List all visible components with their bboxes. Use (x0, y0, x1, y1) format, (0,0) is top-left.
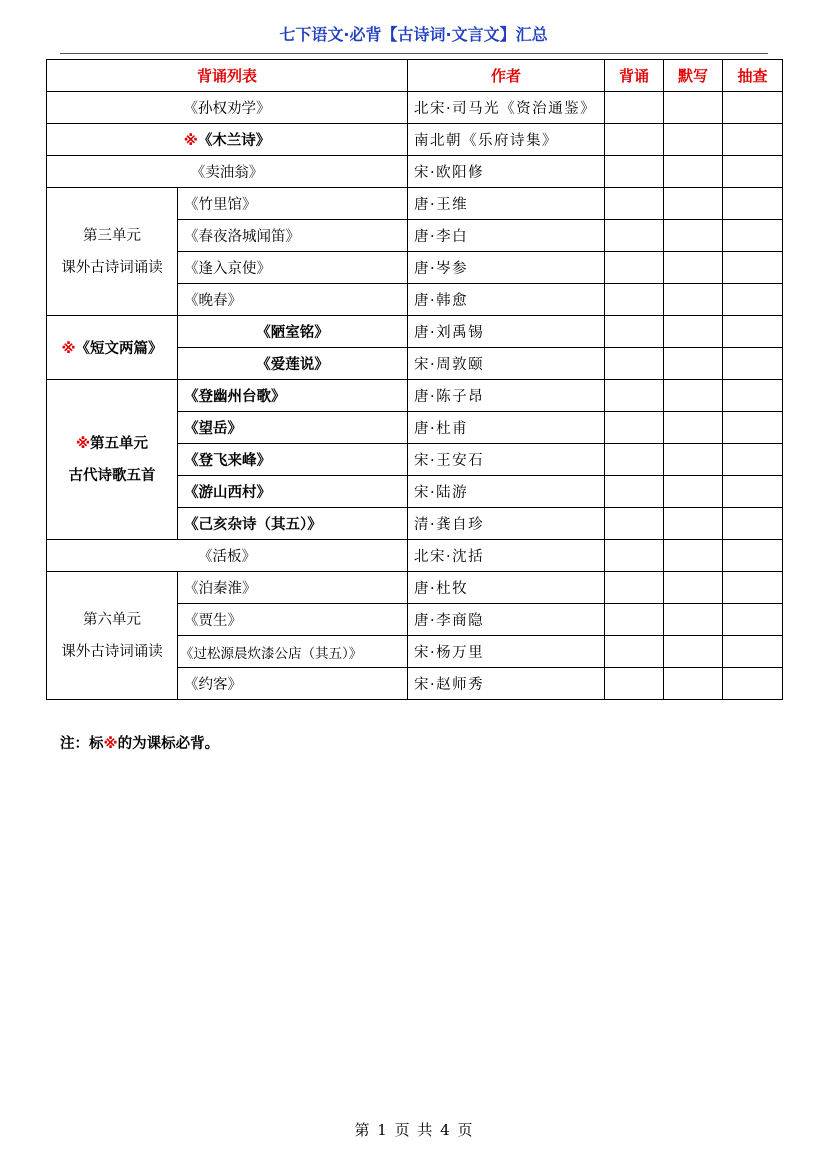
check-cell[interactable] (664, 252, 723, 284)
group-name: 《短文两篇》 (75, 341, 163, 357)
required-mark: ※ (183, 133, 198, 149)
required-mark: ※ (61, 341, 76, 357)
check-cell[interactable] (723, 444, 783, 476)
check-cell[interactable] (723, 124, 783, 156)
check-cell[interactable] (723, 636, 783, 668)
table-row (47, 572, 783, 604)
poem-title: 《活板》 (47, 540, 408, 572)
check-cell[interactable] (664, 412, 723, 444)
poem-author: 唐·杜牧 (408, 572, 605, 604)
header-list: 背诵列表 (47, 60, 408, 92)
check-cell[interactable] (723, 380, 783, 412)
check-cell[interactable] (723, 156, 783, 188)
poem-author: 宋·陆游 (408, 476, 605, 508)
check-cell[interactable] (605, 156, 664, 188)
poem-author: 清·龚自珍 (408, 508, 605, 540)
group-label (47, 316, 178, 380)
table-row (47, 188, 783, 220)
poem-title: 《陋室铭》 (178, 316, 408, 348)
table-row (47, 124, 783, 156)
check-cell[interactable] (723, 316, 783, 348)
required-mark: ※ (75, 435, 91, 452)
check-cell[interactable] (723, 188, 783, 220)
header-author: 作者 (408, 60, 605, 92)
check-cell[interactable] (723, 668, 783, 700)
poem-author: 宋·周敦颐 (408, 348, 605, 380)
check-cell[interactable] (605, 508, 664, 540)
unit-name: 第五单元 (90, 435, 149, 452)
check-cell[interactable] (723, 604, 783, 636)
unit-subtitle: 课外古诗词诵读 (61, 643, 163, 660)
check-cell[interactable] (723, 508, 783, 540)
check-cell[interactable] (664, 92, 723, 124)
check-cell[interactable] (664, 604, 723, 636)
recitation-table (46, 59, 783, 700)
poem-title: 《约客》 (178, 668, 408, 700)
poem-title: 《春夜洛城闻笛》 (178, 220, 408, 252)
poem-title: 《逢入京使》 (178, 252, 408, 284)
check-cell[interactable] (664, 220, 723, 252)
check-cell[interactable] (664, 668, 723, 700)
poem-author: 北宋·司马光《资治通鉴》 (408, 92, 605, 124)
poem-author: 北宋·沈括 (408, 540, 605, 572)
check-cell[interactable] (723, 412, 783, 444)
check-cell[interactable] (605, 348, 664, 380)
poem-author: 唐·陈子昂 (408, 380, 605, 412)
check-cell[interactable] (605, 380, 664, 412)
check-cell[interactable] (723, 220, 783, 252)
poem-author: 南北朝《乐府诗集》 (408, 124, 605, 156)
note-prefix: 注：标 (60, 736, 104, 752)
check-cell[interactable] (664, 572, 723, 604)
poem-title: 《己亥杂诗（其五）》 (178, 508, 408, 540)
table-row (47, 92, 783, 124)
check-cell[interactable] (605, 92, 664, 124)
poem-author: 唐·刘禹锡 (408, 316, 605, 348)
check-cell[interactable] (605, 188, 664, 220)
check-cell[interactable] (605, 444, 664, 476)
table-row (47, 156, 783, 188)
check-cell[interactable] (664, 540, 723, 572)
unit-label (47, 572, 178, 700)
unit-name: 第六单元 (83, 611, 141, 628)
check-cell[interactable] (723, 348, 783, 380)
check-cell[interactable] (664, 636, 723, 668)
poem-title: 《爱莲说》 (178, 348, 408, 380)
check-cell[interactable] (605, 316, 664, 348)
check-cell[interactable] (605, 476, 664, 508)
poem-author: 唐·李白 (408, 220, 605, 252)
check-cell[interactable] (723, 284, 783, 316)
check-cell[interactable] (605, 284, 664, 316)
poem-title: 《泊秦淮》 (178, 572, 408, 604)
poem-title: 《贾生》 (178, 604, 408, 636)
poem-author: 宋·王安石 (408, 444, 605, 476)
header-recite: 背诵 (605, 60, 664, 92)
poem-author: 宋·赵师秀 (408, 668, 605, 700)
check-cell[interactable] (664, 476, 723, 508)
poem-title: 《过松源晨炊漆公店（其五）》 (178, 636, 408, 668)
check-cell[interactable] (723, 476, 783, 508)
check-cell[interactable] (664, 380, 723, 412)
check-cell[interactable] (605, 540, 664, 572)
header-dictate: 默写 (664, 60, 723, 92)
check-cell[interactable] (664, 316, 723, 348)
page-title: 七下语文·必背【古诗词·文言文】汇总 (279, 25, 548, 44)
check-cell[interactable] (605, 412, 664, 444)
check-cell[interactable] (723, 572, 783, 604)
check-cell[interactable] (723, 540, 783, 572)
poem-title: 《登飞来峰》 (178, 444, 408, 476)
unit-subtitle: 古代诗歌五首 (68, 467, 156, 484)
poem-author: 唐·韩愈 (408, 284, 605, 316)
table-row (47, 316, 783, 348)
poem-author: 唐·李商隐 (408, 604, 605, 636)
required-mark: ※ (103, 736, 118, 752)
check-cell[interactable] (664, 156, 723, 188)
header-check: 抽查 (723, 60, 783, 92)
page-footer: 第 1 页 共 4 页 (354, 1121, 473, 1139)
poem-title: 《木兰诗》 (197, 133, 271, 149)
check-cell[interactable] (605, 220, 664, 252)
title-rule (60, 53, 768, 54)
poem-author: 宋·杨万里 (408, 636, 605, 668)
footnote (60, 732, 219, 753)
check-cell[interactable] (664, 348, 723, 380)
unit-name: 第三单元 (83, 227, 141, 244)
check-cell[interactable] (664, 188, 723, 220)
unit-subtitle: 课外古诗词诵读 (61, 259, 163, 276)
check-cell[interactable] (605, 668, 664, 700)
table-row (47, 380, 783, 412)
check-cell[interactable] (723, 92, 783, 124)
poem-title: 《登幽州台歌》 (178, 380, 408, 412)
poem-title: 《卖油翁》 (47, 156, 408, 188)
poem-author: 宋·欧阳修 (408, 156, 605, 188)
check-cell[interactable] (723, 252, 783, 284)
check-cell[interactable] (664, 284, 723, 316)
poem-author: 唐·杜甫 (408, 412, 605, 444)
check-cell[interactable] (605, 124, 664, 156)
check-cell[interactable] (605, 604, 664, 636)
unit-label (47, 188, 178, 316)
header-row (47, 60, 783, 92)
check-cell[interactable] (605, 572, 664, 604)
note-suffix: 的为课标必背。 (117, 736, 220, 752)
check-cell[interactable] (664, 508, 723, 540)
check-cell[interactable] (664, 444, 723, 476)
poem-title-cell (47, 124, 408, 156)
unit-name-line (53, 428, 171, 460)
unit-label (47, 380, 178, 540)
poem-title: 《孙权劝学》 (47, 92, 408, 124)
poem-title: 《竹里馆》 (178, 188, 408, 220)
check-cell[interactable] (605, 252, 664, 284)
poem-title: 《游山西村》 (178, 476, 408, 508)
poem-author: 唐·王维 (408, 188, 605, 220)
check-cell[interactable] (664, 124, 723, 156)
table-row (47, 540, 783, 572)
poem-author: 唐·岑参 (408, 252, 605, 284)
poem-title: 《晚春》 (178, 284, 408, 316)
check-cell[interactable] (605, 636, 664, 668)
poem-title: 《望岳》 (178, 412, 408, 444)
